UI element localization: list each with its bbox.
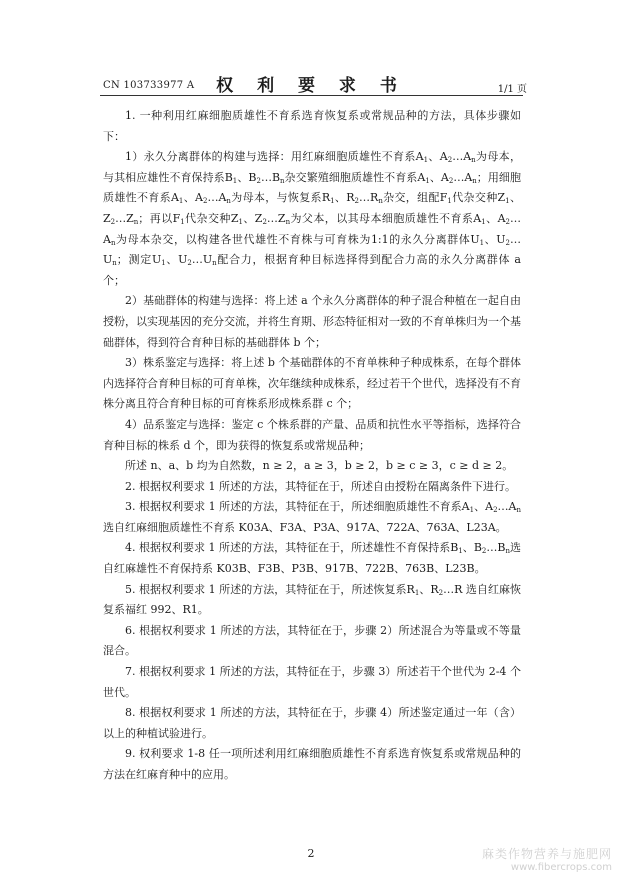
claim-8: 8. 根据权利要求 1 所述的方法，其特征在于，步骤 4）所述鉴定通过一年（含）以上的种植试验进行。 [103, 706, 521, 740]
page-indicator: 1/1 页 [497, 84, 527, 95]
claim-1-step-4: 4）品系鉴定与选择：鉴定 c 个株系群的产量、品质和抗性水平等指标，选择符合育种目标的株系 d 个，即为获得的恢复系或常规品种； [103, 417, 521, 452]
page-title: 权 利 要 求 书 [216, 76, 406, 96]
claims-body [103, 106, 521, 786]
site-watermark [482, 845, 612, 873]
claim-9: 9. 权利要求 1-8 任一项所述利用红麻细胞质雄性不育系选育恢复系或常规品种的方法在红麻育种中的应用。 [103, 747, 521, 781]
document-number: CN 103733977 A [103, 80, 195, 91]
claim-1-step-3: 3）株系鉴定与选择：将上述 b 个基础群体的不育单株种子种成株系，在每个群体内选择符合育种目标的可育单株，次年继续种成株系，经过若干个世代，选择没有不育株分离且符合育种目标的可育株系形成株系群 c 个； [103, 356, 521, 411]
claim-7: 7. 根据权利要求 1 所述的方法，其特征在于，步骤 3）所述若干个世代为 2-4 个世代。 [103, 665, 521, 699]
claim-1-step-1: 1）永久分离群体的构建与选择：用红麻细胞质雄性不育系$A_1$、$A_2\dots A_n$为母本，与其相应雄性不育保持系$B_1$、$B_2\dots B_n$杂交繁殖细胞质雄性不育系$A_1$、$A_2\dots A_n$；用细胞质雄性不育系$A_1$、$A_2\dots A_n$为母本，与恢复系$R_1$、$R_2\dots R_n$杂交，组配$F_1$代杂交种$Z_1$、$Z_2\dots Z_n$；再以$F_1$代杂交种$Z_1$、$Z_2\dots Z_n$为父本，以其母本细胞质雄性不育系$A_1$、$A_2\dots A_n$为母本杂交，以构建各世代雄性不育株与可育株为1:1的永久分离群体$U_1$、$U_2\dots U_n$；测定$U_1$、$U_2\dots U_n$配合力，根据育种目标选择得到配合力高的永久分离群体 a 个； [103, 150, 521, 287]
claim-2: 2. 根据权利要求 1 所述的方法，其特征在于，所述自由授粉在隔离条件下进行。 [125, 479, 516, 493]
page-number: 2 [307, 847, 315, 860]
claim-5: 5. 根据权利要求 1 所述的方法，其特征在于，所述恢复系$R_1$、$R_2\dots R$ 选自红麻恢复系福红 992、R1。 [103, 582, 521, 617]
claim-4: 4. 根据权利要求 1 所述的方法，其特征在于，所述雄性不育保持系$B_1$、$B_2\dots B_n$选自红麻雄性不育保持系 K03B、F3B、P3B、917B、722B、763B、L23B。 [103, 541, 521, 576]
claim-1-conditions: 所述 n、a、b 均为自然数，n ≥ 2，a ≥ 3，b ≥ 2，b ≥ c ≥ 3，c ≥ d ≥ 2。 [125, 459, 514, 473]
claim-1-step-2: 2）基础群体的构建与选择：将上述 a 个永久分离群体的种子混合种植在一起自由授粉，以实现基因的充分交流，并将生育期、形态特征相对一致的不育单株归为一个基础群体，得到符合育种目标的基础群体 b 个； [103, 294, 521, 349]
header-divider [100, 95, 523, 96]
claim-3: 3. 根据权利要求 1 所述的方法，其特征在于，所述细胞质雄性不育系$A_1$、$A_2\dots A_n$选自红麻细胞质雄性不育系 K03A、F3A、P3A、917A、722A、763A、L23A。 [103, 500, 521, 534]
watermark-site-name: 麻类作物营养与施肥网 [481, 847, 612, 861]
claim-6: 6. 根据权利要求 1 所述的方法，其特征在于，步骤 2）所述混合为等量或不等量混合。 [103, 623, 521, 658]
claim-1: 1. 一种利用红麻细胞质雄性不育系选育恢复系或常规品种的方法，具体步骤如下： [103, 109, 521, 143]
watermark-url: www.fibercrops.com [510, 862, 612, 873]
